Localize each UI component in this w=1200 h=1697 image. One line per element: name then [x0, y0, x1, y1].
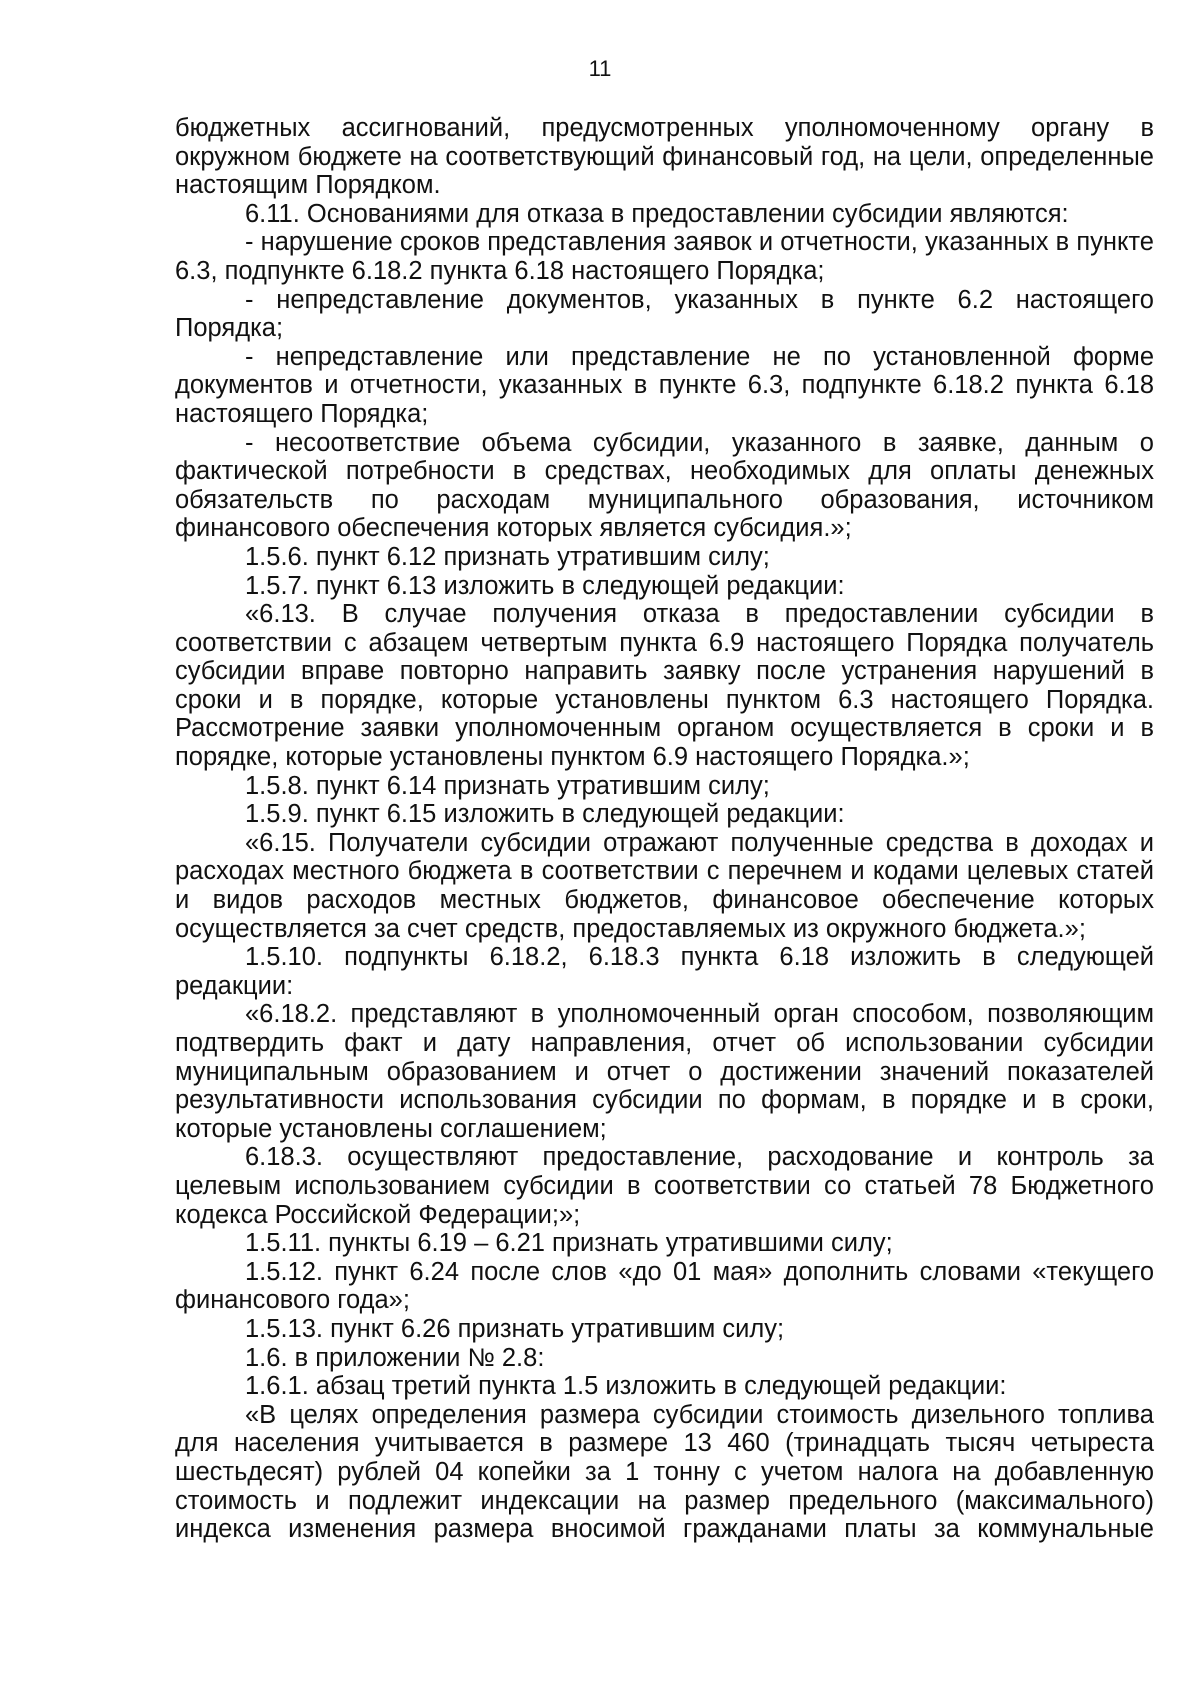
- paragraph-1-5-12: 1.5.12. пункт 6.24 после слов «до 01 мая» дополнить словами «текущего финансового года»;: [175, 1257, 1154, 1315]
- paragraph-6-13: «6.13. В случае получения отказа в предоставлении субсидии в соответствии с абзацем четвертым пункта 6.9 настоящего Порядка получатель субсидии вправе повторно направить заявку после устранения нарушений в сроки и в порядке, которые установлены пунктом 6.3 настоящего Порядка. Рассмотрение заявки уполномоченным органом осуществляется в сроки и в порядке, которые установлены пунктом 6.9 настоящего Порядка.»;: [175, 600, 1154, 772]
- paragraph-6-15: «6.15. Получатели субсидии отражают полученные средства в доходах и расходах местного бюджета в соответствии с перечнем и кодами целевых статей и видов расходов местных бюджетов, финансовое обеспечение которых осуществляется за счет средств, предоставляемых из окружного бюджета.»;: [175, 828, 1154, 943]
- paragraph-1-6: 1.6. в приложении № 2.8:: [245, 1343, 545, 1372]
- paragraph-6-18-2: «6.18.2. представляют в уполномоченный орган способом, позволяющим подтвердить факт и дату направления, отчет об использовании субсидии муниципальным образованием и отчет о достижении значений показателей результативности использования субсидии по формам, в порядке и в сроки, которые установлены соглашением;: [175, 1000, 1154, 1143]
- paragraph-budget-allocations: бюджетных ассигнований, предусмотренных уполномоченному органу в окружном бюджете на соответствующий финансовый год, на цели, определенные настоящим Порядком.: [175, 114, 1154, 200]
- paragraph-1-5-6: 1.5.6. пункт 6.12 признать утратившим силу;: [245, 542, 770, 571]
- paragraph-6-11: 6.11. Основаниями для отказа в предоставлении субсидии являются:: [245, 199, 1069, 228]
- paragraph-volume-mismatch: - несоответствие объема субсидии, указанного в заявке, данным о фактической потребности в средствах, необходимых для оплаты денежных обязательств по расходам муниципального образования, источником финансового обеспечения которых является субсидия.»;: [175, 428, 1154, 543]
- paragraph-1-5-9: 1.5.9. пункт 6.15 изложить в следующей редакции:: [245, 800, 845, 829]
- page-number: 11: [588, 56, 612, 81]
- paragraph-1-5-7: 1.5.7. пункт 6.13 изложить в следующей редакции:: [245, 571, 845, 600]
- paragraph-1-5-11: 1.5.11. пункты 6.19 – 6.21 признать утратившими силу;: [245, 1229, 893, 1258]
- paragraph-1-5-10: 1.5.10. подпункты 6.18.2, 6.18.3 пункта 6.18 изложить в следующей редакции:: [175, 943, 1154, 1000]
- paragraph-wrong-form: - непредставление или представление не по установленной форме документов и отчетности, указанных в пункте 6.3, подпункте 6.18.2 пункта 6.18 настоящего Порядка;: [175, 342, 1154, 428]
- paragraph-missing-documents: - непредставление документов, указанных в пункте 6.2 настоящего Порядка;: [175, 285, 1154, 343]
- paragraph-1-5-13: 1.5.13. пункт 6.26 признать утратившим силу;: [245, 1314, 785, 1343]
- paragraph-deadline-violation: - нарушение сроков представления заявок и отчетности, указанных в пункте 6.3, подпункте 6.18.2 пункта 6.18 настоящего Порядка;: [175, 228, 1154, 285]
- paragraph-6-18-3: 6.18.3. осуществляют предоставление, расходование и контроль за целевым использованием субсидии в соответствии со статьей 78 Бюджетного кодекса Российской Федерации;»;: [175, 1143, 1154, 1229]
- paragraph-1-5-8: 1.5.8. пункт 6.14 признать утратившим силу;: [245, 771, 770, 800]
- paragraph-diesel-fuel-cost: «В целях определения размера субсидии стоимость дизельного топлива для населения учитывается в размере 13 460 (тринадцать тысяч четыреста шестьдесят) рублей 04 копейки за 1 тонну с учетом налога на добавленную стоимость и подлежит индексации на размер предельного (максимального) индекса изменения размера вносимой гражданами платы за коммунальные: [175, 1400, 1154, 1544]
- document-body: [175, 114, 1154, 1544]
- paragraph-1-6-1: 1.6.1. абзац третий пункта 1.5 изложить в следующей редакции:: [245, 1372, 1007, 1401]
